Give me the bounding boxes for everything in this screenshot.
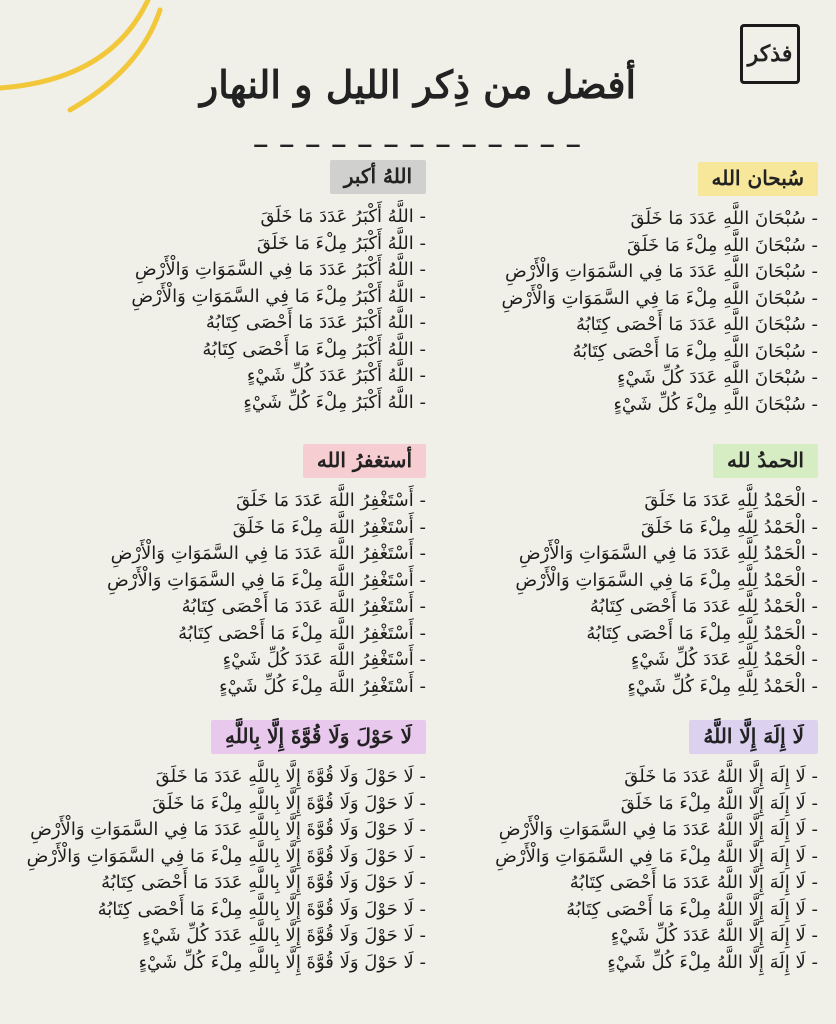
list-item: - لَا إِلَهَ إِلَّا اللَّهُ عَدَدَ مَا أَحْصَى كِتَابُهُ xyxy=(495,870,818,897)
list-item: - لَا حَوْلَ وَلَا قُوَّةَ إِلَّا بِاللَّهِ عَدَدَ مَا خَلَقَ xyxy=(27,764,426,791)
section-akbar xyxy=(131,160,426,416)
list-item: - الْحَمْدُ لِلَّهِ مِلْءَ مَا خَلَقَ xyxy=(515,515,818,542)
list-item: - الْحَمْدُ لِلَّهِ مِلْءَ كُلِّ شَيْءٍ xyxy=(515,674,818,701)
list-item: - أَسْتَغْفِرُ اللَّهَ عَدَدَ مَا خَلَقَ xyxy=(107,488,426,515)
list-item: - لَا إِلَهَ إِلَّا اللَّهُ مِلْءَ مَا فِي السَّمَوَاتِ وَالْأَرْضِ xyxy=(495,844,818,871)
section-tahlil xyxy=(495,720,818,976)
list-subhan xyxy=(501,206,818,418)
list-item: - أَسْتَغْفِرُ اللَّهَ عَدَدَ كُلِّ شَيْءٍ xyxy=(107,647,426,674)
title-divider: _ _ _ _ _ _ _ _ _ _ _ _ _ xyxy=(254,118,582,148)
list-item: - سُبْحَانَ اللَّهِ مِلْءَ كُلِّ شَيْءٍ xyxy=(501,392,818,419)
list-item: - اللَّهُ أَكْبَرُ عَدَدَ كُلِّ شَيْءٍ xyxy=(131,363,426,390)
logo-text: فذكر xyxy=(747,41,793,67)
list-item: - لَا إِلَهَ إِلَّا اللَّهُ عَدَدَ مَا فِي السَّمَوَاتِ وَالْأَرْضِ xyxy=(495,817,818,844)
list-tahlil xyxy=(495,764,818,976)
list-item: - اللَّهُ أَكْبَرُ مِلْءَ مَا أَحْصَى كِتَابُهُ xyxy=(131,337,426,364)
list-item: - سُبْحَانَ اللَّهِ عَدَدَ مَا فِي السَّمَوَاتِ وَالْأَرْضِ xyxy=(501,259,818,286)
list-item: - لَا حَوْلَ وَلَا قُوَّةَ إِلَّا بِاللَّهِ عَدَدَ مَا فِي السَّمَوَاتِ وَالْأَرْضِ xyxy=(27,817,426,844)
list-item: - الْحَمْدُ لِلَّهِ عَدَدَ مَا خَلَقَ xyxy=(515,488,818,515)
list-item: - اللَّهُ أَكْبَرُ عَدَدَ مَا أَحْصَى كِتَابُهُ xyxy=(131,310,426,337)
list-item: - اللَّهُ أَكْبَرُ مِلْءَ مَا خَلَقَ xyxy=(131,231,426,258)
list-item: - سُبْحَانَ اللَّهِ مِلْءَ مَا خَلَقَ xyxy=(501,233,818,260)
list-item: - لَا إِلَهَ إِلَّا اللَّهُ عَدَدَ مَا خَلَقَ xyxy=(495,764,818,791)
list-item: - اللَّهُ أَكْبَرُ مِلْءَ كُلِّ شَيْءٍ xyxy=(131,390,426,417)
list-item: - الْحَمْدُ لِلَّهِ مِلْءَ مَا فِي السَّمَوَاتِ وَالْأَرْضِ xyxy=(515,568,818,595)
list-item: - أَسْتَغْفِرُ اللَّهَ عَدَدَ مَا أَحْصَى كِتَابُهُ xyxy=(107,594,426,621)
list-item: - لَا حَوْلَ وَلَا قُوَّةَ إِلَّا بِاللَّهِ مِلْءَ كُلِّ شَيْءٍ xyxy=(27,950,426,977)
list-akbar xyxy=(131,204,426,416)
list-item: - سُبْحَانَ اللَّهِ عَدَدَ كُلِّ شَيْءٍ xyxy=(501,365,818,392)
list-item: - لَا حَوْلَ وَلَا قُوَّةَ إِلَّا بِاللَّهِ مِلْءَ مَا فِي السَّمَوَاتِ وَالْأَرْضِ xyxy=(27,844,426,871)
list-item: - الْحَمْدُ لِلَّهِ مِلْءَ مَا أَحْصَى كِتَابُهُ xyxy=(515,621,818,648)
list-item: - أَسْتَغْفِرُ اللَّهَ مِلْءَ كُلِّ شَيْءٍ xyxy=(107,674,426,701)
list-item: - سُبْحَانَ اللَّهِ مِلْءَ مَا أَحْصَى كِتَابُهُ xyxy=(501,339,818,366)
list-istighfar xyxy=(107,488,426,700)
list-item: - اللَّهُ أَكْبَرُ عَدَدَ مَا فِي السَّمَوَاتِ وَالْأَرْضِ xyxy=(131,257,426,284)
section-hamd xyxy=(515,444,818,700)
list-item: - سُبْحَانَ اللَّهِ مِلْءَ مَا فِي السَّمَوَاتِ وَالْأَرْضِ xyxy=(501,286,818,313)
list-item: - لَا إِلَهَ إِلَّا اللَّهُ عَدَدَ كُلِّ شَيْءٍ xyxy=(495,923,818,950)
list-item: - لَا حَوْلَ وَلَا قُوَّةَ إِلَّا بِاللَّهِ مِلْءَ مَا أَحْصَى كِتَابُهُ xyxy=(27,897,426,924)
list-item: - لَا حَوْلَ وَلَا قُوَّةَ إِلَّا بِاللَّهِ عَدَدَ مَا أَحْصَى كِتَابُهُ xyxy=(27,870,426,897)
section-subhan xyxy=(501,162,818,418)
list-item: - أَسْتَغْفِرُ اللَّهَ مِلْءَ مَا فِي السَّمَوَاتِ وَالْأَرْضِ xyxy=(107,568,426,595)
list-hamd xyxy=(515,488,818,700)
list-item: - لَا إِلَهَ إِلَّا اللَّهُ مِلْءَ مَا أَحْصَى كِتَابُهُ xyxy=(495,897,818,924)
list-item: - الْحَمْدُ لِلَّهِ عَدَدَ كُلِّ شَيْءٍ xyxy=(515,647,818,674)
list-item: - اللَّهُ أَكْبَرُ مِلْءَ مَا فِي السَّمَوَاتِ وَالْأَرْضِ xyxy=(131,284,426,311)
list-item: - لَا إِلَهَ إِلَّا اللَّهُ مِلْءَ مَا خَلَقَ xyxy=(495,791,818,818)
badge-subhan: سُبحان الله xyxy=(698,162,818,196)
list-item: - لَا حَوْلَ وَلَا قُوَّةَ إِلَّا بِاللَّهِ مِلْءَ مَا خَلَقَ xyxy=(27,791,426,818)
list-item: - سُبْحَانَ اللَّهِ عَدَدَ مَا أَحْصَى كِتَابُهُ xyxy=(501,312,818,339)
list-item: - لَا حَوْلَ وَلَا قُوَّةَ إِلَّا بِاللَّهِ عَدَدَ كُلِّ شَيْءٍ xyxy=(27,923,426,950)
section-istighfar xyxy=(107,444,426,700)
list-item: - أَسْتَغْفِرُ اللَّهَ مِلْءَ مَا خَلَقَ xyxy=(107,515,426,542)
badge-hamd: الحمدُ لله xyxy=(713,444,818,478)
list-item: - أَسْتَغْفِرُ اللَّهَ عَدَدَ مَا فِي السَّمَوَاتِ وَالْأَرْضِ xyxy=(107,541,426,568)
badge-hawqala: لَا حَوْلَ وَلَا قُوَّةَ إِلَّا بِاللَّهِ xyxy=(211,720,426,754)
badge-akbar: اللهُ أكبر xyxy=(330,160,426,194)
badge-istighfar: أستغفرُ الله xyxy=(303,444,426,478)
list-item: - أَسْتَغْفِرُ اللَّهَ مِلْءَ مَا أَحْصَى كِتَابُهُ xyxy=(107,621,426,648)
list-item: - الْحَمْدُ لِلَّهِ عَدَدَ مَا فِي السَّمَوَاتِ وَالْأَرْضِ xyxy=(515,541,818,568)
list-hawqala xyxy=(27,764,426,976)
section-hawqala xyxy=(27,720,426,976)
page-title: أفضل من ذِكر الليل و النهار xyxy=(199,62,637,107)
badge-tahlil: لَا إِلَهَ إِلَّا اللَّهُ xyxy=(689,720,818,754)
list-item: - سُبْحَانَ اللَّهِ عَدَدَ مَا خَلَقَ xyxy=(501,206,818,233)
list-item: - الْحَمْدُ لِلَّهِ عَدَدَ مَا أَحْصَى كِتَابُهُ xyxy=(515,594,818,621)
list-item: - اللَّهُ أَكْبَرُ عَدَدَ مَا خَلَقَ xyxy=(131,204,426,231)
list-item: - لَا إِلَهَ إِلَّا اللَّهُ مِلْءَ كُلِّ شَيْءٍ xyxy=(495,950,818,977)
